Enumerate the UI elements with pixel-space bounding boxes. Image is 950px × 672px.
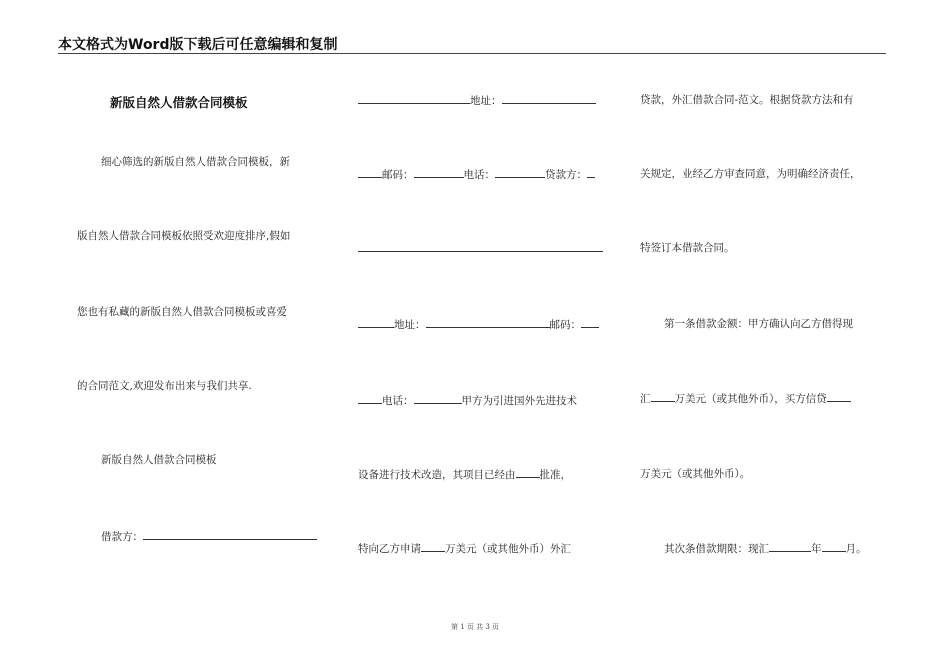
postcode-label: 邮码： <box>382 169 414 181</box>
blank-field <box>143 529 317 540</box>
header-text: 本文格式为Word版下载后可任意编辑和复制 <box>58 37 338 53</box>
body-text: 特向乙方申请 <box>358 543 421 555</box>
body-text: 其次条借款期限：现汇 <box>664 543 769 555</box>
blank-field <box>426 317 550 328</box>
blank-field <box>822 541 846 552</box>
blank-field <box>414 393 462 404</box>
lender-label: 贷款方： <box>545 169 587 181</box>
address-line <box>358 93 596 108</box>
phone-label: 电话： <box>463 169 495 181</box>
body-text: 万美元（或其他外币）外汇 <box>445 543 571 555</box>
address-label: 地址： <box>470 95 502 107</box>
address-label-2: 地址： <box>394 319 426 331</box>
body-text: 设备进行技术改造，其项目已经由 <box>358 469 516 481</box>
phone-line-2 <box>358 393 577 408</box>
section-title: 新版自然人借款合同模板 <box>101 454 217 466</box>
blank-field <box>421 541 445 552</box>
borrower-line <box>101 529 317 544</box>
address-line-2 <box>358 317 599 332</box>
paragraph-line: 细心筛选的新版自然人借款合同模板，新 <box>101 156 290 168</box>
amount-line <box>640 391 851 406</box>
body-text: 年 <box>811 543 822 555</box>
article-2-line <box>664 541 867 556</box>
blank-field <box>358 167 382 178</box>
paragraph-line: 贷款，外汇借款合同-范文。根据贷款方法和有 <box>640 94 854 106</box>
paragraph-line: 您也有私藏的新版自然人借款合同模板或喜爱 <box>77 306 287 318</box>
body-text: 汇 <box>640 393 651 405</box>
blank-field <box>414 167 464 178</box>
paragraph-line: 的合同范文,欢迎发布出来与我们共享. <box>77 380 252 392</box>
page-number: 第 1 页 共 3 页 <box>450 623 500 631</box>
blank-field <box>358 317 394 328</box>
article-1-line: 第一条借款金额：甲方确认向乙方借得现 <box>664 318 853 330</box>
blank-field <box>358 393 382 404</box>
blank-field <box>358 241 603 252</box>
blank-line <box>358 241 603 256</box>
paragraph-line: 万美元（或其他外币）。 <box>640 468 751 480</box>
blank-field <box>827 391 851 402</box>
contact-line <box>358 167 595 182</box>
document-title: 新版自然人借款合同模板 <box>110 95 248 110</box>
body-text: 万美元（或其他外币），买方信贷 <box>674 393 827 405</box>
blank-field <box>651 391 675 402</box>
body-text: 月。 <box>845 543 867 555</box>
paragraph-line: 关规定，业经乙方审查同意，为明确经济责任， <box>640 168 861 180</box>
blank-field <box>495 167 545 178</box>
application-line <box>358 541 571 556</box>
approval-line <box>358 467 571 482</box>
blank-field <box>581 317 599 328</box>
body-text: 甲方为引进国外先进技术 <box>461 395 577 407</box>
phone-label-2: 电话： <box>382 395 414 407</box>
blank-field <box>587 167 595 178</box>
blank-field <box>358 93 470 104</box>
header-divider <box>58 53 886 54</box>
body-text: 批准， <box>539 469 571 481</box>
blank-field <box>516 467 540 478</box>
blank-field <box>769 541 811 552</box>
blank-field <box>502 93 596 104</box>
borrower-label: 借款方： <box>101 531 143 543</box>
paragraph-line: 特签订本借款合同。 <box>640 242 735 254</box>
paragraph-line: 版自然人借款合同模板依照受欢迎度排序,假如 <box>77 230 291 242</box>
postcode-label-2: 邮码： <box>549 319 581 331</box>
